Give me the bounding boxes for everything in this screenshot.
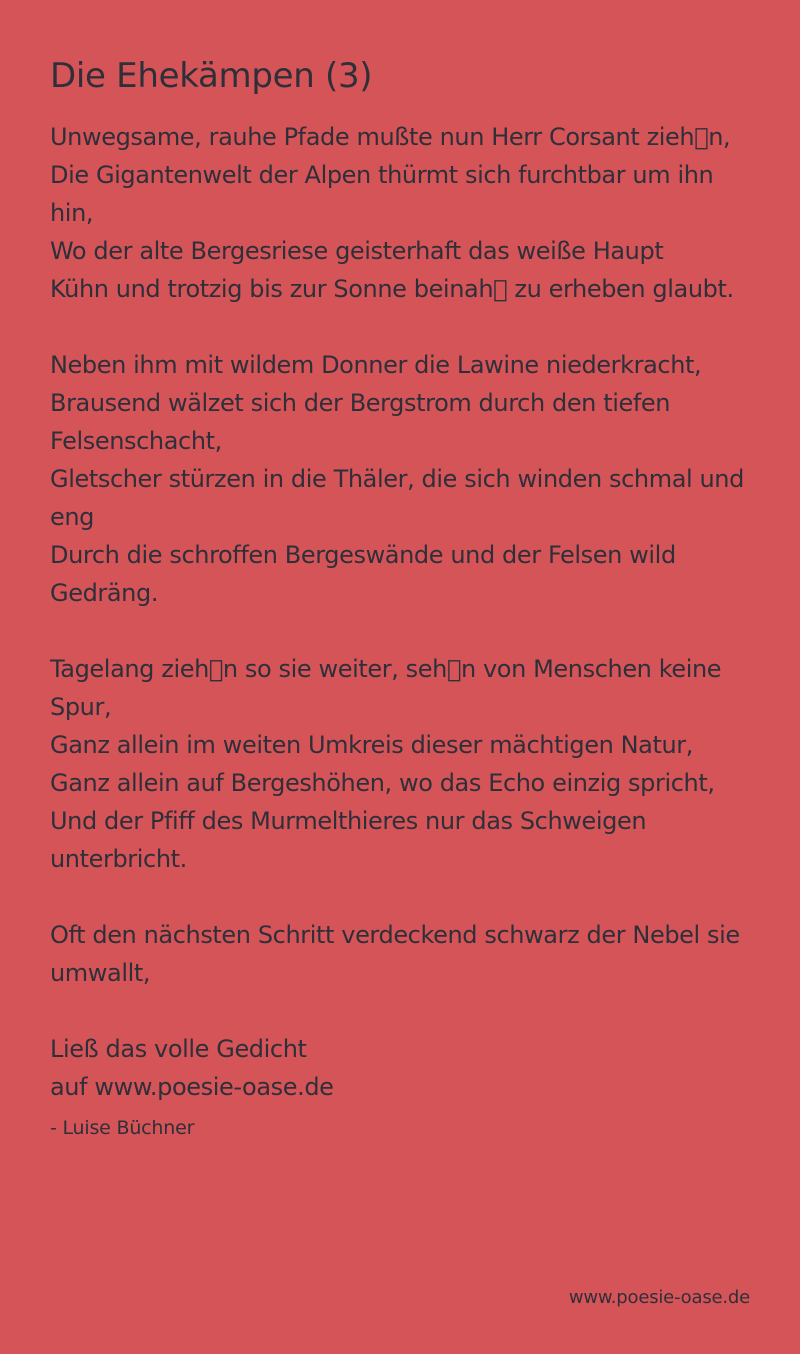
poem-line: Und der Pfiff des Murmelthieres nur das Schweigen unterbricht. [50, 807, 647, 873]
poem-line: Oft den nächsten Schritt verdeckend schwarz der Nebel sie umwallt, [50, 921, 740, 987]
poem-line: Ganz allein auf Bergeshöhen, wo das Echo einzig spricht, [50, 769, 715, 797]
read-more-note [50, 1030, 760, 1106]
poem-line: Kühn und trotzig bis zur Sonne beinah  zu erheben glaubt. [50, 275, 734, 303]
read-more-link[interactable]: auf www.poesie-oase.de [50, 1073, 334, 1101]
poem-line: Neben ihm mit wildem Donner die Lawine niederkracht, [50, 351, 702, 379]
footer-url[interactable]: www.poesie-oase.de [568, 1287, 750, 1308]
poem-line: Die Gigantenwelt der Alpen thürmt sich furchtbar um ihn hin, [50, 161, 714, 227]
poem-line: Tagelang zieh n so sie weiter, seh n von Menschen keine Spur, [50, 655, 722, 721]
read-more-line: Ließ das volle Gedicht [50, 1035, 307, 1063]
poem-line: Brausend wälzet sich der Bergstrom durch den tiefen Felsenschacht, [50, 389, 671, 455]
stanza-2 [50, 346, 760, 612]
poem-line: Ganz allein im weiten Umkreis dieser mächtigen Natur, [50, 731, 693, 759]
poem-line: Durch die schroffen Bergeswände und der Felsen wild Gedräng. [50, 541, 676, 607]
poem-line: Wo der alte Bergesriese geisterhaft das weiße Haupt [50, 237, 664, 265]
poem-card [50, 52, 760, 1142]
poem-author: - Luise Büchner [50, 1117, 195, 1139]
stanza-3 [50, 650, 760, 878]
poem-title: Die Ehekämpen (3) [50, 56, 373, 96]
stanza-1 [50, 118, 760, 308]
poem-line: Gletscher stürzen in die Thäler, die sich winden schmal und eng [50, 465, 744, 531]
poem-line: Unwegsame, rauhe Pfade mußte nun Herr Corsant zieh n, [50, 123, 731, 151]
stanza-4 [50, 916, 760, 992]
